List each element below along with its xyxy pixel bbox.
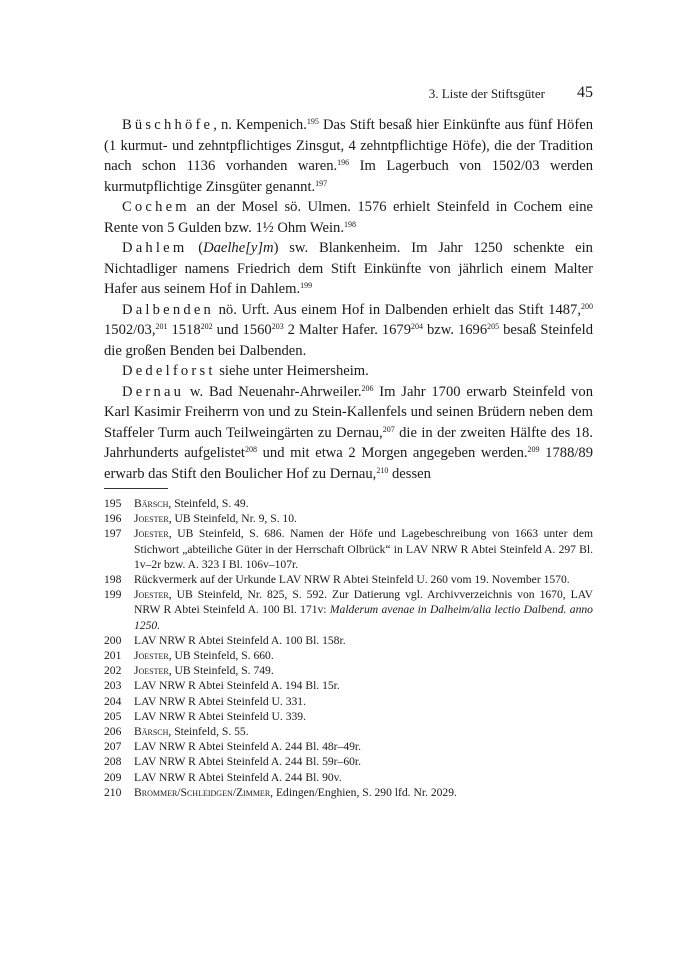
footnote-ref[interactable]: 201: [155, 322, 168, 331]
footnote-ref[interactable]: 196: [337, 158, 350, 167]
footnote-author: Joester: [134, 588, 169, 602]
paragraph-text: besaß Steinfeld die großen Benden bei Dalbenden.: [104, 322, 594, 359]
footnote: [104, 511, 593, 526]
footnote-ref[interactable]: 195: [306, 117, 319, 126]
footnote-text: LAV NRW R Abtei Steinfeld A. 244 Bl. 59r–60r.: [134, 755, 362, 769]
footnote-number: 205: [104, 709, 122, 723]
footnote-text: LAV NRW R Abtei Steinfeld A. 244 Bl. 90v.: [134, 770, 342, 784]
footnote-text: LAV NRW R Abtei Steinfeld U. 331.: [134, 694, 306, 708]
footnote-number: 200: [104, 633, 122, 647]
footnote-ref[interactable]: 202: [200, 322, 213, 331]
paragraph-text: an der Mosel sö. Ulmen. 1576 erhielt Steinfeld in Cochem eine Rente von 5 Gulden bzw. 1½ Ohm Wein.: [104, 199, 593, 236]
footnote-body: , UB Steinfeld, S. 660.: [168, 649, 274, 663]
footnote: [104, 587, 593, 633]
footnote-text: [134, 587, 593, 633]
body-text: [104, 115, 593, 484]
paragraph-text: und mit etwa 2 Morgen angegeben werden.: [257, 445, 528, 461]
footnote-text: [134, 526, 593, 572]
paragraph-cochem: [104, 197, 593, 238]
footnote-number: 202: [104, 664, 122, 678]
footnote-text: [134, 724, 593, 739]
footnote-number: 210: [104, 785, 122, 799]
footnote-body: , UB Steinfeld, S. 749.: [168, 664, 274, 678]
running-title: 3. Liste der Stiftsgüter: [428, 86, 545, 101]
footnote-ref[interactable]: 204: [411, 322, 424, 331]
paragraph-dalbenden: [104, 300, 593, 362]
footnote-ref[interactable]: 203: [271, 322, 284, 331]
footnote-text: [134, 511, 593, 526]
footnote-ref[interactable]: 208: [245, 445, 257, 454]
footnote-number: 204: [104, 694, 122, 708]
footnote-text: Rückvermerk auf der Urkunde LAV NRW R Abtei Steinfeld U. 260 vom 19. November 1570.: [134, 573, 570, 587]
paragraph-text: Das Stift besaß hier Einkünfte aus fünf Höfen (1 kurmut- und zehntpflichtiges Zinsgut, 4 zehntpflichtige Höfe), die der Tradition nach schon 1136 vorhanden waren.: [104, 117, 593, 174]
paragraph-text: Im Lagerbuch von 1502/03 werden kurmutpflichtige Zinsgüter genannt.: [104, 158, 593, 195]
footnote: [104, 648, 593, 663]
footnote-number: 208: [104, 755, 122, 769]
footnote-body: , UB Steinfeld, Nr. 9, S. 10.: [168, 512, 297, 526]
paragraph-text: siehe unter Heimersheim.: [215, 363, 369, 379]
footnote-text: [134, 648, 593, 663]
paragraph-text: bzw. 1696: [423, 322, 488, 338]
place-name: Büschhöfe: [122, 117, 214, 133]
footnote-number: 207: [104, 740, 122, 754]
footnote-text: LAV NRW R Abtei Steinfeld A. 100 Bl. 158r.: [134, 633, 346, 647]
footnote-ref[interactable]: 197: [315, 178, 328, 188]
paragraph-text: die in der zweiten Hälfte des 18. Jahrhunderts aufgelistet: [104, 424, 593, 461]
paragraph-text: , n. Kempenich.: [213, 117, 307, 133]
footnote-text: LAV NRW R Abtei Steinfeld U. 339.: [134, 709, 306, 723]
paragraph-text: nö. Urft. Aus einem Hof in Dalbenden erhielt das Stift 1487,: [214, 301, 581, 318]
footnote-ref[interactable]: 206: [361, 383, 374, 393]
footnote: [104, 739, 593, 754]
paragraph-text: 1788/89 erwarb das Stift den Boulicher Hof zu Dernau,: [104, 445, 594, 482]
footnote-text: [134, 663, 593, 678]
footnote: [104, 633, 593, 648]
footnote-author: Joester: [134, 649, 169, 663]
footnote-ref[interactable]: 199: [300, 281, 313, 290]
footnote-number: 201: [104, 649, 122, 663]
footnote-number: 198: [104, 573, 122, 587]
paragraph-text: 1518: [167, 322, 201, 338]
footnote: [104, 572, 593, 587]
footnote-separator: [104, 488, 168, 489]
paragraph-text: w. Bad Neuenahr-Ahrweiler.: [184, 383, 362, 400]
footnote-number: 197: [104, 527, 122, 541]
footnote-author: Joester: [134, 512, 169, 526]
footnote-author: Joester: [134, 527, 169, 541]
footnote-number: 209: [104, 770, 122, 784]
paragraph-text: ) sw. Blankenheim. Im Jahr 1250 schenkte ein Nichtadliger namens Friedrich dem Stift Einkünfte von jährlich einem Malter Hafer aus seinem Hof in Dahlem.: [104, 240, 593, 297]
paragraph-bueschhoefe: [104, 115, 593, 197]
page-number: 45: [577, 84, 593, 101]
paragraph-text: 2 Malter Hafer. 1679: [283, 322, 412, 338]
paragraph-text: 1502/03,: [104, 322, 156, 338]
place-name: Dernau: [122, 383, 185, 400]
place-name: Dahlem: [122, 240, 188, 256]
name-variant: Daelhe[y]m: [203, 240, 274, 256]
footnote-text: [134, 496, 593, 511]
place-name: Dedelforst: [122, 363, 216, 379]
footnote-ref[interactable]: 207: [382, 424, 395, 434]
footnote: [104, 724, 593, 739]
footnote: [104, 526, 593, 572]
footnote-number: 199: [104, 588, 122, 602]
footnote: [104, 694, 593, 709]
footnote: [104, 678, 593, 693]
paragraph-text: Im Jahr 1700 erwarb Steinfeld von Karl Kasimir Freiherrn von und zu Stein-Kallenfels und seinen Brüdern neben dem Staffeler Turm auch Teilweingärten zu Dernau,: [104, 383, 593, 441]
footnote: [104, 785, 593, 800]
paragraph-text: und 1560: [212, 322, 272, 338]
place-name: Cochem: [122, 199, 190, 215]
paragraph-dahlem: [104, 238, 593, 300]
footnote-number: 203: [104, 679, 122, 693]
footnote-ref[interactable]: 198: [344, 219, 356, 229]
paragraph-dernau: [104, 382, 593, 485]
paragraph-text: dessen: [388, 465, 431, 482]
footnote-author: Brommer/Schleidgen/Zimmer: [134, 785, 271, 799]
footnote-quote: Malderum avenae in Dalheim/alia lectio Dalbend. anno 1250.: [134, 603, 593, 632]
footnotes: [104, 496, 593, 800]
footnote-number: 206: [104, 725, 122, 739]
footnote-body: , Edingen/Enghien, S. 290 lfd. Nr. 2029.: [270, 785, 457, 799]
place-name: Dalbenden: [122, 301, 215, 318]
footnote-number: 196: [104, 512, 122, 526]
footnote-body: , Steinfeld, S. 55.: [168, 725, 249, 739]
footnote: [104, 709, 593, 724]
footnote: [104, 496, 593, 511]
footnote-body: , UB Steinfeld, Nr. 825, S. 592. Zur Datierung vgl. Archivverzeichnis von 1670, LAV NRW R Abtei Steinfeld A. 100 Bl. 171v:: [134, 588, 593, 617]
footnote-body: , UB Steinfeld, S. 686. Namen der Höfe und Lagebeschreibung von 1663 unter dem Stichwort „abteiliche Güter in der Herrschaft Olbrück“ in LAV NRW R Abtei Steinfeld A. 297 Bl. 1v–2r bzw. A. 323 I Bl. 106v–107r.: [134, 527, 593, 571]
footnote-ref[interactable]: 205: [487, 322, 500, 331]
footnote-text: [134, 785, 593, 800]
footnote-text: LAV NRW R Abtei Steinfeld A. 244 Bl. 48r–49r.: [134, 740, 362, 754]
paragraph-text: (: [187, 240, 204, 256]
page-header: [104, 86, 593, 106]
footnote-ref[interactable]: 209: [527, 445, 540, 454]
footnote-ref[interactable]: 200: [581, 301, 593, 311]
footnote: [104, 754, 593, 769]
footnote-body: , Steinfeld, S. 49.: [168, 497, 249, 510]
footnote: [104, 770, 593, 785]
footnote-author: Bärsch: [134, 497, 169, 510]
paragraph-dedelforst: [104, 361, 593, 382]
footnote: [104, 663, 593, 678]
footnote-author: Bärsch: [134, 725, 169, 739]
footnote-author: Joester: [134, 664, 169, 678]
footnote-ref[interactable]: 210: [376, 465, 389, 475]
footnote-text: LAV NRW R Abtei Steinfeld A. 194 Bl. 15r.: [134, 679, 340, 693]
footnote-number: 195: [104, 497, 122, 510]
